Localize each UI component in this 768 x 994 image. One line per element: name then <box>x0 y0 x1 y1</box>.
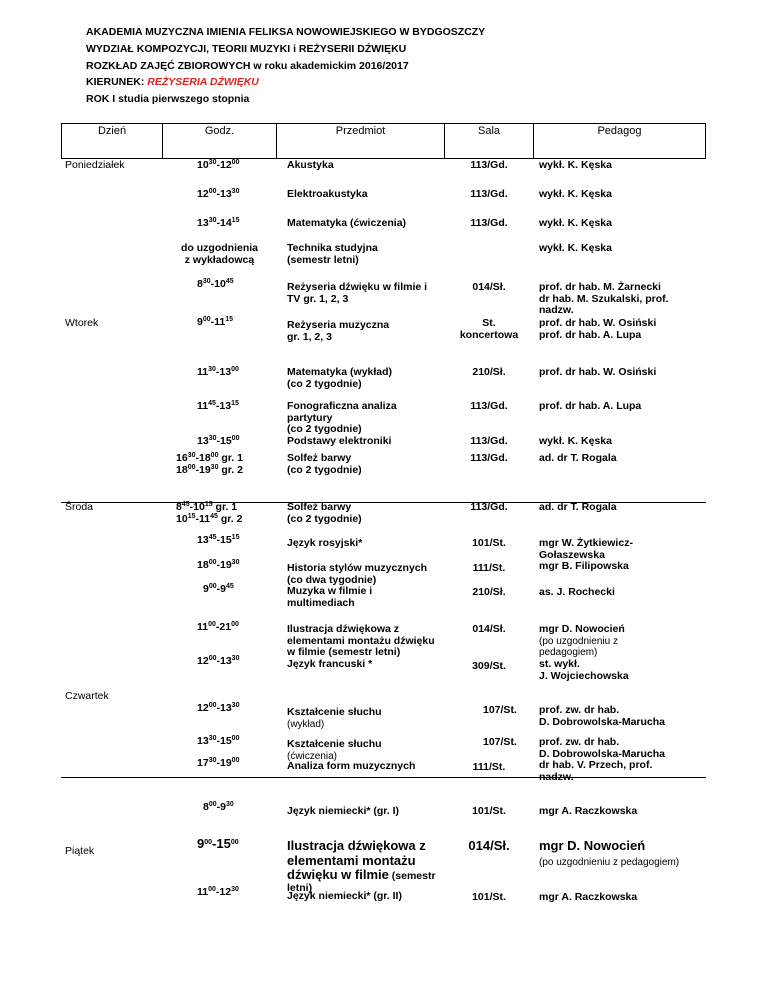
subject-cell <box>287 243 378 266</box>
room-cell: 113/Gd. <box>470 188 508 200</box>
subject-line: (semestr letni) <box>287 253 359 266</box>
subject-line: elementami montażu <box>287 852 416 868</box>
room-cell: 113/Gd. <box>470 159 508 171</box>
room-cell: 107/St. <box>483 736 517 748</box>
teacher-cell: wykł. K. Kęska <box>539 435 612 447</box>
time-cell: $12^{00}-13^{30}$ <box>197 655 240 667</box>
header-line-3: ROZKŁAD ZAJĘĆ ZBIOROWYCH w roku akademickim 2016/2017 <box>86 60 409 72</box>
teacher-cell <box>539 705 665 728</box>
time-cell: $8^{30}-10^{45}$ <box>197 278 234 290</box>
time-cell: $8^{00}-9^{30}$ <box>203 801 234 813</box>
subject-cell: Analiza form muzycznych <box>287 760 416 772</box>
subject-line: multimediach <box>287 596 355 609</box>
teacher-cell: wykł. K. Kęska <box>539 217 612 229</box>
teacher-cell: mgr A. Raczkowska <box>539 891 638 903</box>
group-label: gr. 2 <box>220 512 243 525</box>
subject-line: gr. 1, 2, 3 <box>287 330 332 343</box>
room-cell: 210/Sł. <box>472 586 506 598</box>
subject-line: (co 2 tygodnie) <box>287 512 362 525</box>
subject-line: Reżyseria dźwięku w filmie i <box>287 281 428 293</box>
time-cell: $13^{45}-15^{15}$ <box>197 534 240 546</box>
subject-line: Solfeż barwy <box>287 452 352 464</box>
time-cell: $12^{00}-13^{30}$ <box>197 188 240 200</box>
teacher-line: prof. zw. dr hab. <box>539 704 620 716</box>
subject-line: Fonograficzna analiza <box>287 400 397 412</box>
subject-cell: Akustyka <box>287 159 334 171</box>
teacher-cell: prof. dr hab. W. Osiński <box>539 366 657 378</box>
subject-cell: Elektroakustyka <box>287 188 368 200</box>
teacher-cell <box>539 659 629 682</box>
subject-cell <box>287 282 427 305</box>
teacher-line: pedagogiem) <box>539 647 598 658</box>
room-cell <box>445 318 533 341</box>
teacher-cell <box>539 318 656 341</box>
teacher-line: nadzw. <box>539 304 574 316</box>
teacher-line: prof. zw. dr hab. <box>539 736 620 748</box>
room-cell: 309/St. <box>472 660 506 672</box>
subject-cell <box>287 586 372 609</box>
column-header-day: Dzień <box>97 125 127 137</box>
time-line: do uzgodnienia <box>181 242 258 254</box>
subject-line: Reżyseria muzyczna <box>287 319 390 331</box>
subject-line: Kształcenie słuchu <box>287 706 382 718</box>
teacher-line: (po uzgodnieniu z pedagogiem) <box>539 856 680 868</box>
teacher-cell: as. J. Rochecki <box>539 586 615 598</box>
time-cell: $13^{30}-15^{00}$ <box>197 435 240 447</box>
time-cell: $13^{30}-14^{15}$ <box>197 217 240 229</box>
subject-line: TV gr. 1, 2, 3 <box>287 292 349 305</box>
subject-line: Kształcenie słuchu <box>287 738 382 750</box>
time-cell: $9^{00}-11^{15}$ <box>197 316 234 328</box>
table-right-border <box>705 123 706 158</box>
subject-cell <box>287 739 382 762</box>
subject-line: (co 2 tygodnie) <box>287 423 362 435</box>
teacher-line: mgr D. Nowocień <box>539 838 646 853</box>
teacher-line: D. Dobrowolska-Marucha <box>539 747 666 760</box>
room-cell: 101/St. <box>472 891 506 903</box>
teacher-cell <box>539 839 679 872</box>
room-cell: 113/Gd. <box>470 400 508 412</box>
time-cell: $10^{30}-12^{00}$ <box>197 159 240 171</box>
room-cell: 101/St. <box>472 537 506 549</box>
teacher-cell: mgr A. Raczkowska <box>539 805 638 817</box>
day-friday: Piątek <box>65 845 95 857</box>
group-label: gr. 1 <box>221 452 243 464</box>
teacher-cell: ad. dr T. Rogala <box>539 452 617 464</box>
teacher-cell: prof. dr hab. A. Lupa <box>539 400 642 412</box>
subject-line: letni) <box>287 881 313 894</box>
field-of-study: REŻYSERIA DŹWIĘKU <box>147 76 259 88</box>
time-cell: $12^{00}-13^{30}$ <box>197 702 240 714</box>
room-cell: 113/Gd. <box>470 435 508 447</box>
subject-cell <box>287 367 392 390</box>
time-cell: $17^{30}-19^{00}$ <box>197 757 240 769</box>
subject-line: Historia stylów muzycznych <box>287 562 428 574</box>
subject-line: Matematyka (wykład) <box>287 366 393 378</box>
subject-cell <box>287 502 362 525</box>
teacher-line: mgr D. Nowocień <box>539 623 625 635</box>
subject-cell: Matematyka (ćwiczenia) <box>287 217 407 229</box>
teacher-line: st. wykł. <box>539 658 580 670</box>
group-label: gr. 1 <box>215 501 238 513</box>
room-line: St. <box>482 317 496 329</box>
teacher-cell: mgr B. Filipowska <box>539 560 629 572</box>
subject-cell: Język francuski * <box>287 658 373 670</box>
day-monday: Poniedziałek <box>65 159 125 171</box>
subject-cell <box>287 839 436 894</box>
time-cell: $8^{45}-10^{15}$ gr. 1 $10^{15}-11^{45}$ gr. 2 <box>176 501 243 525</box>
room-cell: 101/St. <box>472 805 506 817</box>
teacher-cell: wykł. K. Kęska <box>539 159 612 171</box>
group-label: gr. 2 <box>221 463 243 476</box>
room-cell: 111/St. <box>472 761 506 773</box>
time-cell: $11^{00}-12^{30}$ <box>197 886 239 898</box>
teacher-cell <box>539 737 665 760</box>
header-line-5: ROK I studia pierwszego stopnia <box>86 93 250 105</box>
teacher-line: Gołaszewska <box>539 548 605 561</box>
day-thursday: Czwartek <box>65 690 109 702</box>
subject-line: Ilustracja dźwiękowa z <box>287 838 426 853</box>
subject-line: Ilustracja dźwiękowa z <box>287 623 400 635</box>
room-cell: 113/Gd. <box>470 501 508 513</box>
field-label: KIERUNEK: <box>86 76 148 88</box>
subject-cell <box>287 624 435 659</box>
subject-line: Solfeż barwy <box>287 501 352 513</box>
time-cell: $9^{00}-15^{00}$ <box>197 836 239 851</box>
subject-cell: Język niemiecki* (gr. II) <box>287 890 402 902</box>
room-cell: 014/Sł. <box>472 281 506 293</box>
teacher-line: nadzw. <box>539 770 574 783</box>
column-header-teacher: Pedagog <box>597 125 642 137</box>
subject-line: (co 2 tygodnie) <box>287 377 362 390</box>
subject-cell <box>287 320 389 343</box>
subject-line: (co 2 tygodnie) <box>287 463 362 476</box>
teacher-cell: ad. dr T. Rogala <box>539 501 617 513</box>
teacher-line: dr hab. M. Szukalski, prof. <box>539 292 669 305</box>
header-line-1: AKADEMIA MUZYCZNA IMIENIA FELIKSA NOWOWIEJSKIEGO W BYDGOSZCZY <box>86 26 486 38</box>
room-cell: 210/Sł. <box>472 366 506 378</box>
room-cell: 107/St. <box>483 704 517 716</box>
subject-line: dźwięku w filmie <box>287 867 389 882</box>
subject-cell <box>287 401 397 436</box>
day-tuesday: Wtorek <box>65 317 99 329</box>
room-line: koncertowa <box>459 328 519 341</box>
teacher-cell <box>539 624 625 659</box>
column-header-subject: Przedmiot <box>335 125 386 137</box>
subject-line: partytury <box>287 411 333 424</box>
time-cell: $9^{00}-9^{45}$ <box>203 583 234 595</box>
time-cell: $16^{30}-18^{00}$ gr. 1 $18^{00}-19^{30}$ gr. 2 <box>176 452 243 476</box>
table-top-border <box>61 123 706 124</box>
room-cell: 014/Sł. <box>468 838 510 853</box>
subject-line: Technika studyjna <box>287 242 378 254</box>
subject-line: (ćwiczenia) <box>287 750 338 762</box>
subject-line: (semestr <box>388 870 436 882</box>
subject-line: w filmie (semestr letni) <box>287 646 401 658</box>
subject-cell <box>287 453 362 476</box>
teacher-cell: wykł. K. Kęska <box>539 188 612 200</box>
teacher-line: dr hab. V. Przech, prof. <box>539 759 653 771</box>
subject-line: elementami montażu dźwięku <box>287 634 435 647</box>
teacher-line: J. Wojciechowska <box>539 669 629 682</box>
time-line: z wykładowcą <box>184 253 255 266</box>
teacher-line: (po uzgodnieniu z <box>539 635 618 647</box>
teacher-cell: wykł. K. Kęska <box>539 242 612 254</box>
subject-line: Muzyka w filmie i <box>287 585 373 597</box>
column-header-time: Godz. <box>204 125 235 137</box>
time-cell: $11^{45}-13^{15}$ <box>197 400 239 412</box>
teacher-cell <box>539 538 633 561</box>
time-cell: $18^{00}-19^{30}$ <box>197 559 240 571</box>
room-cell: 113/Gd. <box>470 452 508 464</box>
room-cell: 111/St. <box>472 562 506 574</box>
time-cell: $11^{00}-21^{00}$ <box>197 621 239 633</box>
teacher-cell <box>539 760 652 783</box>
subject-cell <box>287 563 427 586</box>
subject-line: (wykład) <box>287 718 325 730</box>
time-cell: $11^{30}-13^{00}$ <box>197 366 239 378</box>
subject-cell <box>287 707 382 730</box>
room-cell: 014/Sł. <box>472 623 506 635</box>
teacher-line: prof. dr hab. A. Lupa <box>539 328 642 341</box>
teacher-line: prof. dr hab. W. Osiński <box>539 317 657 329</box>
subject-cell: Podstawy elektroniki <box>287 435 392 447</box>
teacher-line: prof. dr hab. M. Żarnecki <box>539 281 661 293</box>
header-line-2: WYDZIAŁ KOMPOZYCJI, TEORII MUZYKI i REŻYSERII DŹWIĘKU <box>86 43 407 55</box>
teacher-line: mgr W. Żytkiewicz- <box>539 537 633 549</box>
teacher-line: D. Dobrowolska-Marucha <box>539 715 666 728</box>
time-cell <box>163 243 276 266</box>
room-cell: 113/Gd. <box>470 217 508 229</box>
subject-line: (co dwa tygodnie) <box>287 573 377 586</box>
day-wednesday: Środa <box>65 501 94 513</box>
header-line-4 <box>86 76 259 88</box>
time-cell: $13^{30}-15^{00}$ <box>197 735 240 747</box>
column-header-room: Sala <box>477 125 501 137</box>
subject-cell: Język rosyjski* <box>287 537 363 549</box>
teacher-cell <box>539 282 669 317</box>
subject-cell: Język niemiecki* (gr. I) <box>287 805 400 817</box>
